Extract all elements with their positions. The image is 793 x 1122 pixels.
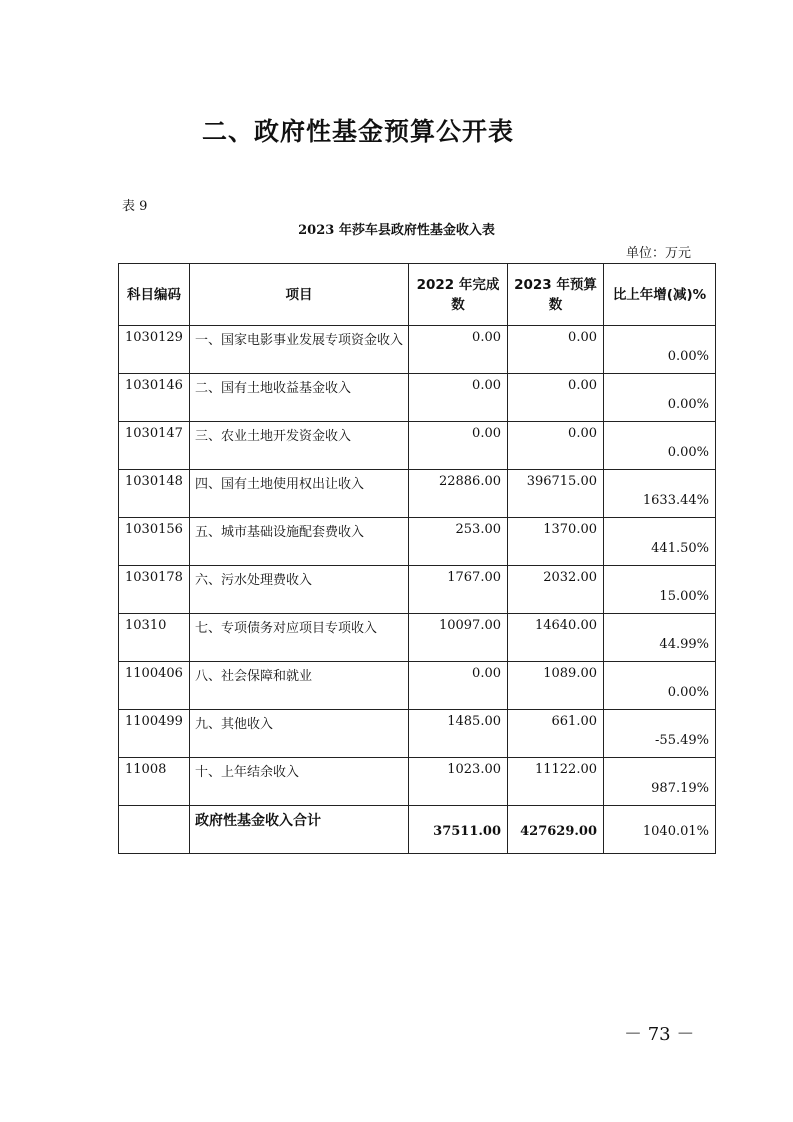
row-budget: 14640.00 [508,614,604,662]
row-prev-year: 0.00 [409,662,508,710]
table-row [119,662,716,710]
total-prev-year: 37511.00 [409,806,508,854]
unit-label: 单位：万元 [626,246,692,261]
header-prev-year: 2022 年完成数 [409,264,508,326]
row-code: 1100499 [119,710,190,758]
table-row [119,566,716,614]
row-change: 987.19% [604,758,716,806]
row-code: 1100406 [119,662,190,710]
row-budget: 661.00 [508,710,604,758]
row-budget: 0.00 [508,422,604,470]
row-item: 二、国有土地收益基金收入 [190,374,409,422]
page-number: － 73 － [624,1024,695,1045]
header-item: 项目 [190,264,409,326]
row-change: 0.00% [604,662,716,710]
section-title: 二、政府性基金预算公开表 [202,117,515,146]
table-row [119,470,716,518]
row-prev-year: 0.00 [409,422,508,470]
total-budget: 427629.00 [508,806,604,854]
table-caption: 2023 年莎车县政府性基金收入表 [298,223,495,238]
table-row [119,710,716,758]
row-code: 11008 [119,758,190,806]
row-change: 0.00% [604,374,716,422]
row-item: 四、国有土地使用权出让收入 [190,470,409,518]
row-prev-year: 253.00 [409,518,508,566]
row-item: 六、污水处理费收入 [190,566,409,614]
table-row [119,614,716,662]
row-code: 1030146 [119,374,190,422]
row-change: 0.00% [604,422,716,470]
row-prev-year: 1023.00 [409,758,508,806]
total-item: 政府性基金收入合计 [190,806,409,854]
header-change: 比上年增(减)% [604,264,716,326]
row-budget: 11122.00 [508,758,604,806]
row-change: 441.50% [604,518,716,566]
row-prev-year: 1485.00 [409,710,508,758]
table-row [119,518,716,566]
table-row [119,758,716,806]
row-change: 15.00% [604,566,716,614]
row-change: 0.00% [604,326,716,374]
row-code: 1030147 [119,422,190,470]
row-item: 九、其他收入 [190,710,409,758]
row-change: 44.99% [604,614,716,662]
header-budget: 2023 年预算数 [508,264,604,326]
row-item: 八、社会保障和就业 [190,662,409,710]
row-budget: 0.00 [508,326,604,374]
row-prev-year: 10097.00 [409,614,508,662]
row-prev-year: 1767.00 [409,566,508,614]
table-number: 表 9 [122,199,148,214]
row-code: 1030156 [119,518,190,566]
row-item: 三、农业土地开发资金收入 [190,422,409,470]
header-code: 科目编码 [119,264,190,326]
row-prev-year: 0.00 [409,326,508,374]
row-budget: 2032.00 [508,566,604,614]
row-change: -55.49% [604,710,716,758]
row-item: 一、国家电影事业发展专项资金收入 [190,326,409,374]
table-row [119,374,716,422]
row-code: 1030148 [119,470,190,518]
fund-revenue-table [118,263,716,854]
row-prev-year: 22886.00 [409,470,508,518]
total-code [119,806,190,854]
row-change: 1633.44% [604,470,716,518]
row-item: 十、上年结余收入 [190,758,409,806]
row-prev-year: 0.00 [409,374,508,422]
row-item: 五、城市基础设施配套费收入 [190,518,409,566]
row-budget: 0.00 [508,374,604,422]
row-budget: 1089.00 [508,662,604,710]
table-header-row [119,264,716,326]
row-budget: 1370.00 [508,518,604,566]
table-row [119,326,716,374]
row-code: 10310 [119,614,190,662]
row-code: 1030129 [119,326,190,374]
total-row [119,806,716,854]
row-budget: 396715.00 [508,470,604,518]
row-item: 七、专项债务对应项目专项收入 [190,614,409,662]
total-change: 1040.01% [604,806,716,854]
row-code: 1030178 [119,566,190,614]
table-row [119,422,716,470]
